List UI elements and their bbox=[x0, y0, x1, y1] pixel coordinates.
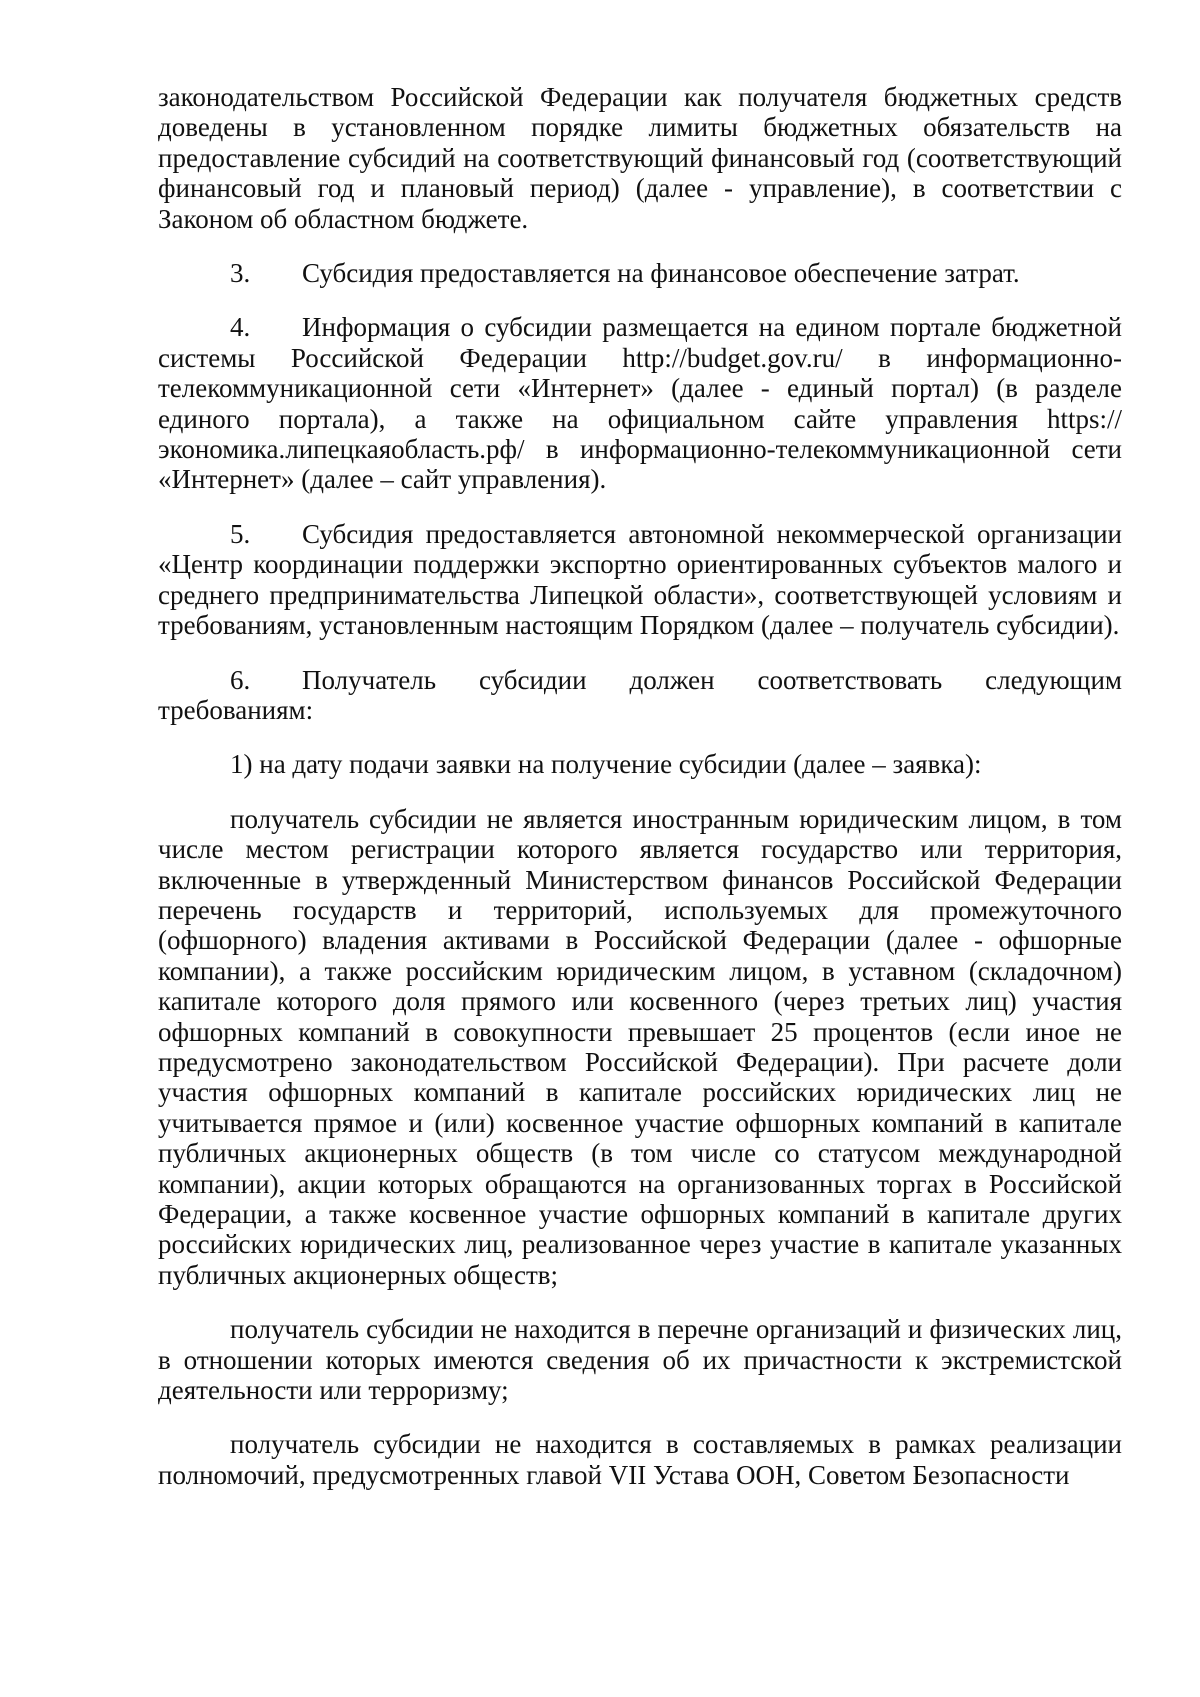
paragraph-number: 3. bbox=[230, 258, 251, 289]
paragraph-6 bbox=[158, 665, 1122, 726]
paragraph-text: законодательством Российской Федерации как получателя бюджетных средств доведены в установленном порядке лимиты бюджетных обязательств на предоставление субсидий на соответствующий финансовый год (соответствующий финансовый год и плановый период) (далее - управление), в соответствии с Законом об областном бюджете. bbox=[158, 82, 1122, 234]
paragraph-4 bbox=[158, 312, 1122, 494]
requirement-offshore bbox=[158, 804, 1122, 1291]
requirement-extremism bbox=[158, 1314, 1122, 1405]
paragraph-text: Получатель субсидии должен соответствовать следующим требованиям: bbox=[158, 664, 1122, 725]
paragraph-text: получатель субсидии не находится в составляемых в рамках реализации полномочий, предусмотренных главой VII Устава ООН, Советом Безопасности bbox=[158, 1429, 1122, 1490]
paragraph-number: 6. bbox=[230, 664, 251, 695]
paragraph-text: Информация о субсидии размещается на едином портале бюджетной системы Российской Федерации http://budget.gov.ru/ в информационно-телекоммуникационной сети «Интернет» (далее - единый портал) (в разделе единого портала), а также на официальном сайте управления https://экономика.липецкаяобласть.рф/ в информационно-телекоммуникационной сети «Интернет» (далее – сайт управления). bbox=[158, 312, 1122, 495]
subitem-1 bbox=[158, 749, 1122, 779]
paragraph-text: Субсидия предоставляется на финансовое обеспечение затрат. bbox=[302, 258, 1020, 289]
paragraph-number: 5. bbox=[230, 518, 251, 549]
document-page bbox=[158, 82, 1122, 1514]
paragraph-text: получатель субсидии не находится в перечне организаций и физических лиц, в отношении которых имеются сведения об их причастности к экстремистской деятельности или терроризму; bbox=[158, 1314, 1122, 1406]
requirement-un-lists bbox=[158, 1429, 1122, 1490]
paragraph-continuation bbox=[158, 82, 1122, 234]
paragraph-3 bbox=[158, 258, 1122, 288]
paragraph-text: получатель субсидии не является иностранным юридическим лицом, в том числе местом регистрации которого является государство или территория, включенные в утвержденный Министерством финансов Российской Федерации перечень государств и территорий, используемых для промежуточного (офшорного) владения активами в Российской Федерации (далее - офшорные компании), а также российским юридическим лицом, в уставном (складочном) капитале которого доля прямого или косвенного (через третьих лиц) участия офшорных компаний в совокупности превышает 25 процентов (если иное не предусмотрено законодательством Российской Федерации). При расчете доли участия офшорных компаний в капитале российских юридических лиц не учитывается прямое и (или) косвенное участие офшорных компаний в капитале публичных акционерных обществ (в том числе со статусом международной компании), акции которых обращаются на организованных торгах в Российской Федерации, а также косвенное участие офшорных компаний в капитале других российских юридических лиц, реализованное через участие в капитале указанных публичных акционерных обществ; bbox=[158, 803, 1122, 1290]
paragraph-number: 4. bbox=[230, 312, 251, 343]
paragraph-text: Субсидия предоставляется автономной некоммерческой организации «Центр координации поддержки экспортно ориентированных субъектов малого и среднего предпринимательства Липецкой области», соответствующей условиям и требованиям, установленным настоящим Порядком (далее – получатель субсидии). bbox=[158, 518, 1122, 641]
paragraph-text: 1) на дату подачи заявки на получение субсидии (далее – заявка): bbox=[230, 749, 982, 780]
paragraph-5 bbox=[158, 519, 1122, 641]
